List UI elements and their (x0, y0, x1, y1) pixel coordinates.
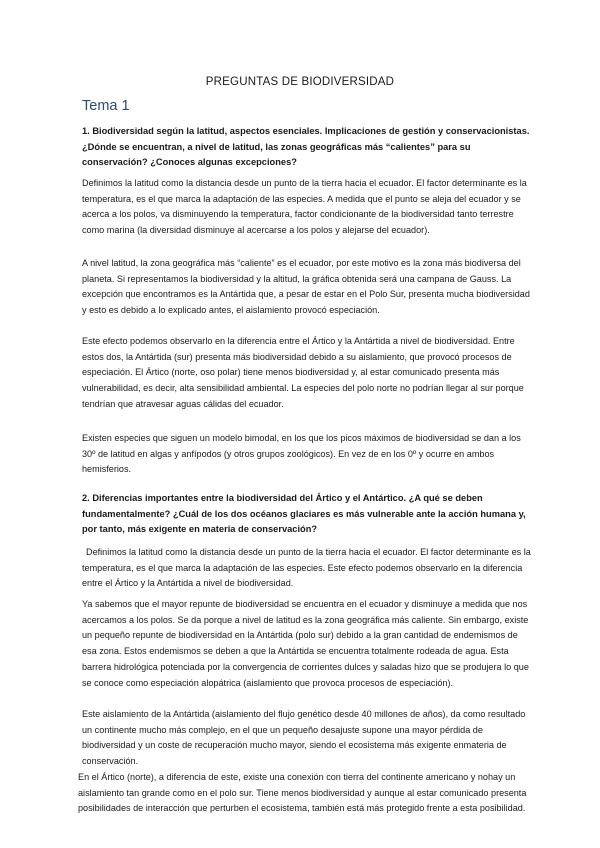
paragraph: A nivel latitud, la zona geográfica más “caliente” es el ecuador, por este motivo es la zona más biodiversa del planeta. Si representamos la biodiversidad y la altitud, la gráfica obtenida será una campana de Gauss. La excepción que encontramos es la Antártida que, a pesar de estar en el Polo Sur, presenta mucha biodiversidad y esto es debido a lo explicado antes, el aislamiento provocó especiación. (82, 258, 530, 316)
paragraph: Este aislamiento de la Antártida (aislamiento del flujo genético desde 40 millones de años), da como resultado un continente mucho más complejo, en el que un pequeño desajuste supone una mayor pérdida de biodiversidad y un coste de recuperación mucho mayor, siendo el ecosistema más exigente enmateria de conservación. (82, 709, 526, 767)
section-heading: Tema 1 (82, 98, 130, 114)
paragraph: Este efecto podemos observarlo en la diferencia entre el Ártico y la Antártida a nivel de biodiversidad. Entre estos dos, la Antártida (sur) presenta más biodiversidad debido a su aislamiento, que provocó procesos de especiación. El Ártico (norte, oso polar) tiene menos biodiversidad y, al estar comunicado presenta más vulnerabilidad, es decir, alta sensibilidad ambiental. La especies del polo norte no podrían llegar al sur porque tendrían que atravesar aguas cálidas del ecuador. (82, 336, 524, 409)
paragraph: Ya sabemos que el mayor repunte de biodiversidad se encuentra en el ecuador y disminuye a medida que nos acercamos a los polos. Se da porque a nivel de latitud es la zona geográfica más caliente. Sin embargo, existe un pequeño repunte de biodiversidad en la Antártida (polo sur) debido a la gran cantidad de endemismos de esa zona. Estos endemismos se deben a que la Antártida se encuentra totalmente rodeada de agua. Esta barrera hidrológica potenciada por la convergencia de corrientes dulces y saladas hizo que se produjera lo que se conoce como especiación alopátrica (aislamiento que provoca procesos de especiación). (82, 599, 529, 688)
question-2: 2. Diferencias importantes entre la biodiversidad del Ártico y el Antártico. ¿A qué se deben fundamentalmente? ¿Cuál de los dos océanos glaciares es más vulnerable ante la acción humana y, por tanto, más exigente en materia de conservación? (82, 493, 526, 535)
question-1: 1. Biodiversidad según la latitud, aspectos esenciales. Implicaciones de gestión y conservacionistas. ¿Dónde se encuentran, a nivel de latitud, las zonas geográficas más “calientes” para su conservación? ¿Conoces algunas excepciones? (82, 126, 530, 168)
paragraph: Definimos la latitud como la distancia desde un punto de la tierra hacia el ecuador. El factor determinante es la temperatura, es el que marca la adaptación de las especies. A medida que el punto se aleja del ecuador y se acerca a los polos, va disminuyendo la temperatura, factor condicionante de la biodiversidad tanto terrestre como marina (la diversidad disminuye al acercarse a los polos y alejarse del ecuador). (82, 178, 527, 236)
page-title: PREGUNTAS DE BIODIVERSIDAD (205, 76, 395, 88)
paragraph: En el Ártico (norte), a diferencia de este, existe una conexión con tierra del continente americano y nohay un aislamiento tan grande como en el polo sur. Tiene menos biodiversidad y aunque al estar comunicado presenta posibilidades de interacción que perturben el ecosistema, también está más protegido frente a esta posibilidad. (78, 772, 527, 814)
paragraph: Existen especies que siguen un modelo bimodal, en los que los picos máximos de biodiversidad se dan a los 30º de latitud en algas y anfípodos (y otros grupos zoológicos). En vez de en los 0º y ocurre en ambos hemisferios. (82, 433, 521, 475)
paragraph: Definimos la latitud como la distancia desde un punto de la tierra hacia el ecuador. El factor determinante es la temperatura, es el que marca la adaptación de las especies. Este efecto podemos observarlo en la diferencia entre el Ártico y la Antártida a nivel de biodiversidad. (82, 547, 531, 589)
